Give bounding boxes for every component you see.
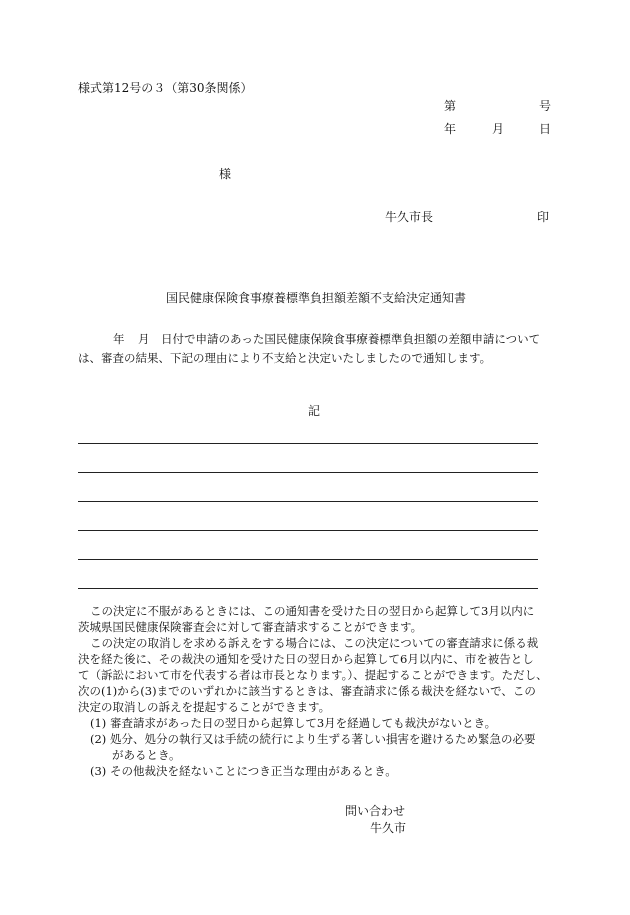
- note-p2-line4: 次の(1)から(3)までのいずれかに該当するときは、審査請求に係る裁決を経ないで、この: [78, 684, 536, 698]
- intro-month: 月: [138, 332, 150, 346]
- intro-line1: 日付で申請のあった国民健康保険食事療養標準負担額の差額申請について: [161, 332, 541, 346]
- note-p2-line5: 決定の取消しの訴えを提起することができます。: [78, 700, 331, 714]
- note-p1-line2: 茨城県国民健康保険審査会に対して審査請求することができます。: [78, 620, 423, 634]
- contact-org: 牛久市: [370, 821, 407, 835]
- form-label: 様式第12号の３（第30条関係）: [78, 81, 253, 95]
- reason-line-2: [78, 472, 538, 473]
- note-p2-line2: 決を経た後に、その裁決の通知を受けた日の翌日から起算して6月以内に、市を被告とし: [78, 652, 534, 666]
- number-prefix: 第: [444, 99, 457, 113]
- note-item-2-line1: (2) 処分、処分の執行又は手続の続行により生ずる著しい損害を避けるため緊急の必要: [90, 732, 536, 746]
- reason-line-3: [78, 501, 538, 502]
- note-item-1: (1) 審査請求があった日の翌日から起算して3月を経過しても裁決がないとき。: [90, 716, 497, 730]
- note-item-3: (3) その他裁決を経ないことにつき正当な理由があるとき。: [90, 764, 397, 778]
- addressee-suffix: 様: [219, 167, 232, 181]
- intro-line2: は、審査の結果、下記の理由により不支給と決定いたしましたので通知します。: [78, 351, 492, 365]
- number-suffix: 号: [539, 99, 552, 113]
- contact-label: 問い合わせ: [345, 804, 406, 818]
- date-month: 月: [492, 122, 505, 136]
- document-title: 国民健康保険食事療養標準負担額差額不支給決定通知書: [166, 291, 467, 305]
- reason-line-6: [78, 588, 538, 589]
- reason-line-5: [78, 559, 538, 560]
- note-item-2-line2: があるとき。: [112, 748, 181, 762]
- date-day: 日: [539, 122, 552, 136]
- issuer-name: 牛久市長: [385, 210, 434, 224]
- ki-heading: 記: [308, 404, 321, 418]
- reason-line-4: [78, 530, 538, 531]
- issuer-seal: 印: [537, 210, 550, 224]
- note-p2-line3: て（訴訟において市を代表する者は市長となります。）、提起することができます。ただし、: [78, 668, 548, 682]
- note-p2-line1: この決定の取消しを求める訴えをする場合には、この決定についての審査請求に係る裁: [90, 636, 539, 650]
- note-p1-line1: この決定に不服があるときには、この通知書を受けた日の翌日から起算して3月以内に: [90, 604, 535, 618]
- date-year: 年: [444, 122, 457, 136]
- intro-year: 年: [113, 332, 125, 346]
- reason-line-1: [78, 443, 538, 444]
